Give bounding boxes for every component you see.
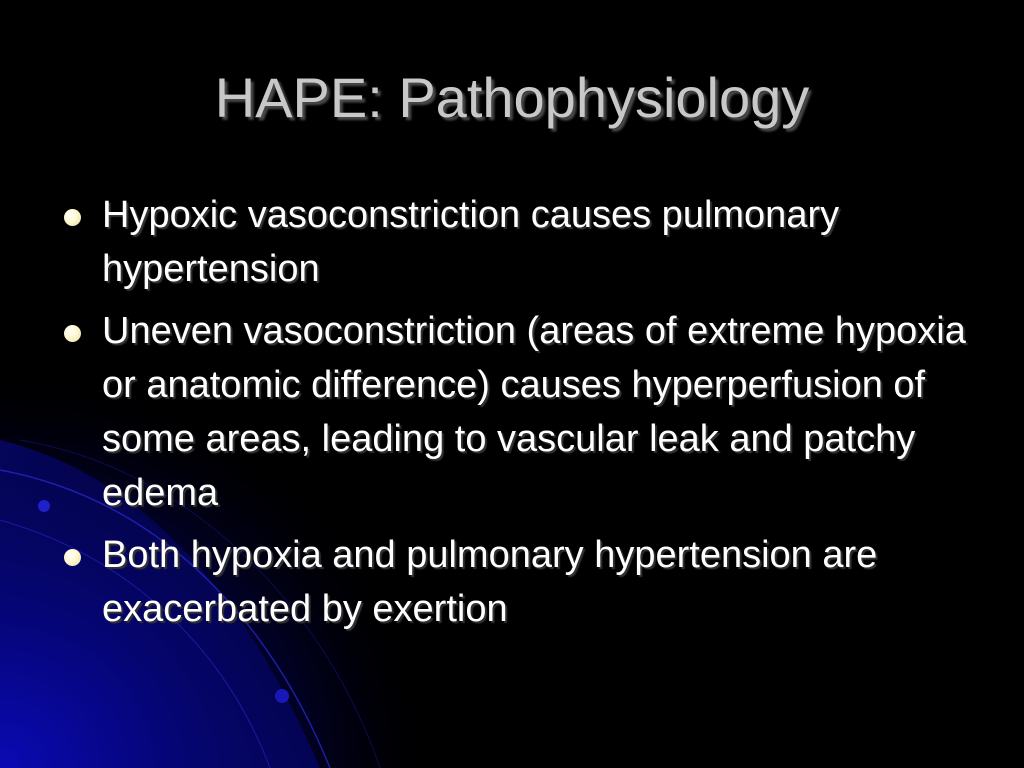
swoosh-dot-1 — [38, 500, 50, 512]
bullet-item — [60, 304, 980, 520]
bullet-text: Hypoxic vasoconstriction causes pulmonary hypertension — [102, 194, 840, 290]
bullet-text: Both hypoxia and pulmonary hypertension are exacerbated by exertion — [102, 534, 878, 630]
bullet-text: Uneven vasoconstriction (areas of extreme hypoxia or anatomic difference) causes hyperperfusion of some areas, leading to vascular leak and patchy edema — [102, 310, 966, 514]
bullet-list — [60, 188, 980, 644]
bullet-dot-icon — [64, 209, 81, 226]
slide-title: HAPE: Pathophysiology — [214, 66, 810, 129]
bullet-dot-icon — [64, 325, 81, 342]
bullet-item — [60, 188, 980, 296]
bullet-dot-icon — [64, 549, 81, 566]
swoosh-dot-2 — [275, 689, 289, 703]
bullet-item — [60, 528, 980, 636]
